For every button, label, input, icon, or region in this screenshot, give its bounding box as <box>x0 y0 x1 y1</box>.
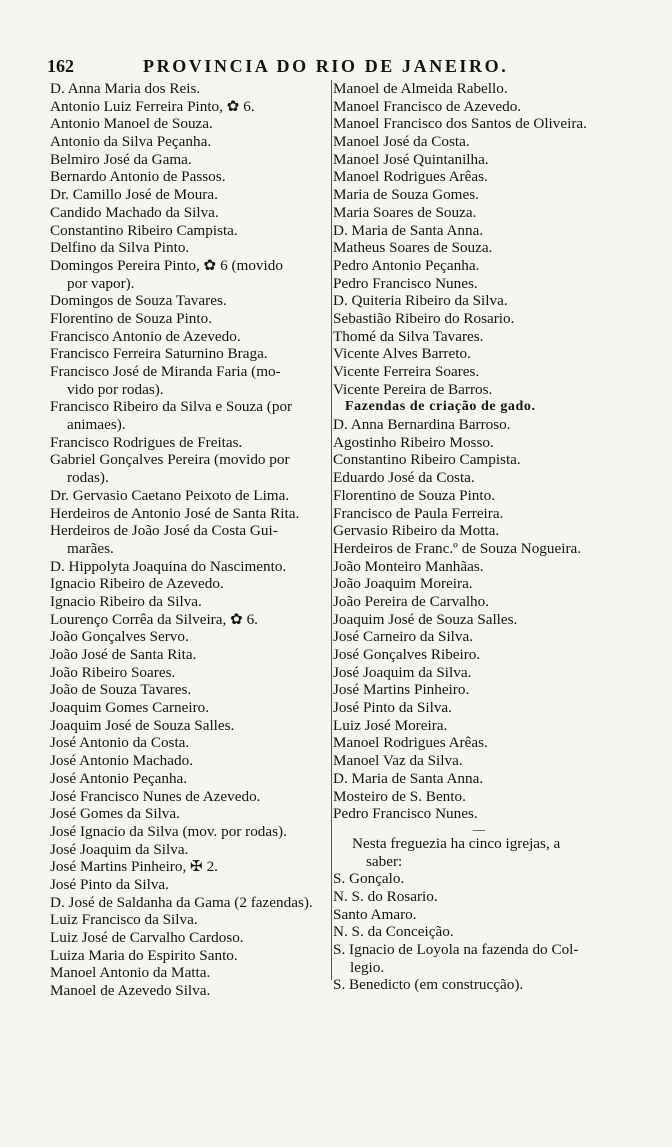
list-item: Vicente Ferreira Soares. <box>333 363 480 380</box>
list-item: Vicente Alves Barreto. <box>333 345 471 363</box>
list-item: Luiz José Moreira. <box>333 716 448 734</box>
list-item: Mosteiro de S. Bento. <box>333 787 466 805</box>
section-heading: Fazendas de criação de gado. <box>345 399 536 415</box>
list-item: D. Hippolyta Joaquina do Nascimento. <box>50 557 287 575</box>
list-item: Luiza Maria do Espirito Santo. <box>50 946 238 964</box>
paragraph-line: Nesta freguezia ha cinco igrejas, a <box>352 834 561 852</box>
list-item: Pedro Antonio Peçanha. <box>333 256 480 274</box>
list-item: Pedro Francisco Nunes. <box>333 805 478 823</box>
list-item-continuation: vido por rodas). <box>67 380 164 398</box>
list-item-continuation: legio. <box>350 958 385 976</box>
list-item: Eduardo José da Costa. <box>333 469 475 487</box>
list-item: Herdeiros de Antonio José de Santa Rita. <box>50 504 300 522</box>
list-item: João Pereira de Carvalho. <box>333 592 490 610</box>
list-item: Agostinho Ribeiro Mosso. <box>333 433 494 451</box>
list-item: Joaquim José de Souza Salles. <box>333 610 518 628</box>
page-header <box>47 56 627 82</box>
list-item: José Carneiro da Silva. <box>333 628 474 646</box>
list-item: José Pinto da Silva. <box>333 699 452 717</box>
list-item: José Joaquim da Silva. <box>333 663 472 681</box>
list-item: Antonio Manoel de Souza. <box>50 115 213 133</box>
list-item: Luiz Francisco da Silva. <box>50 911 198 929</box>
list-item: Lourenço Corrêa da Silveira, ✿ 6. <box>50 610 258 628</box>
list-item: Francisco Rodrigues de Freitas. <box>50 433 243 451</box>
list-item: S. Benedicto (em construcção). <box>333 976 524 994</box>
list-item: Ignacio Ribeiro de Azevedo. <box>50 575 224 593</box>
list-item-continuation: por vapor). <box>67 274 135 292</box>
list-item: Manoel Francisco de Azevedo. <box>333 97 522 115</box>
list-item: José Antonio Machado. <box>50 752 193 770</box>
list-item: Antonio da Silva Peçanha. <box>50 133 212 151</box>
list-item: Maria Soares de Souza. <box>333 203 477 221</box>
page-number: 162 <box>47 56 74 76</box>
list-item: Antonio Luiz Ferreira Pinto, ✿ 6. <box>50 97 255 115</box>
list-item: João Joaquim Moreira. <box>333 575 473 593</box>
list-item: Matheus Soares de Souza. <box>333 239 493 257</box>
list-item: Manoel Francisco dos Santos de Oliveira. <box>333 115 587 133</box>
list-item: Thomé da Silva Tavares. <box>333 327 484 345</box>
list-item: José Gomes da Silva. <box>50 805 180 823</box>
list-item: João Monteiro Manhãas. <box>333 557 484 575</box>
list-item: Luiz José de Carvalho Cardoso. <box>50 929 244 946</box>
list-item: Florentino de Souza Pinto. <box>50 309 212 327</box>
list-item: José Joaquim da Silva. <box>50 840 189 858</box>
list-item: Sebastião Ribeiro do Rosario. <box>333 309 515 327</box>
list-item: Manoel Antonio da Matta. <box>50 964 211 982</box>
list-item: D. Anna Bernardina Barroso. <box>333 416 511 434</box>
list-item: Herdeiros de João José da Costa Gui- <box>50 522 278 540</box>
list-item: D. José de Saldanha da Gama (2 fazendas). <box>50 893 313 911</box>
list-item: Francisco Ferreira Saturnino Braga. <box>50 345 268 363</box>
list-item-continuation: marães. <box>67 539 114 557</box>
list-item: Manoel Rodrigues Arêas. <box>333 168 488 186</box>
list-item: Francisco de Paula Ferreira. <box>333 504 504 522</box>
right-column <box>333 80 633 994</box>
paragraph-continuation: saber: <box>366 852 403 870</box>
list-item: D. Maria de Santa Anna. <box>333 769 484 787</box>
list-item: Herdeiros de Franc.º de Souza Nogueira. <box>333 539 582 557</box>
list-item: José Gonçalves Ribeiro. <box>333 646 481 663</box>
list-item: Gervasio Ribeiro da Motta. <box>333 522 500 540</box>
list-item: Ignacio Ribeiro da Silva. <box>50 592 202 610</box>
list-item: José Pinto da Silva. <box>50 875 169 893</box>
list-item: Maria de Souza Gomes. <box>333 186 479 204</box>
list-item: Manoel Rodrigues Arêas. <box>333 734 488 752</box>
list-item: Belmiro José da Gama. <box>50 150 192 168</box>
list-item: D. Quiteria Ribeiro da Silva. <box>333 292 508 310</box>
list-item: Vicente Pereira de Barros. <box>333 380 493 398</box>
list-item: Gabriel Gonçalves Pereira (movido por <box>50 451 290 469</box>
list-item: Santo Amaro. <box>333 905 417 923</box>
list-item: João Gonçalves Servo. <box>50 628 189 646</box>
list-item: João de Souza Tavares. <box>50 681 192 699</box>
list-item: Pedro Francisco Nunes. <box>333 274 478 292</box>
list-item-continuation: animaes). <box>67 416 126 434</box>
list-item: Manoel de Azevedo Silva. <box>50 982 211 1000</box>
list-item: José Antonio Peçanha. <box>50 769 188 787</box>
list-item: Manoel José Quintanilha. <box>333 150 489 168</box>
list-item: Francisco José de Miranda Faria (mo- <box>50 363 281 380</box>
list-item: Manoel Vaz da Silva. <box>333 752 463 770</box>
separator-dash: — <box>473 821 485 836</box>
list-item: Manoel José da Costa. <box>333 133 470 151</box>
list-item: José Martins Pinheiro, ✠ 2. <box>50 858 218 876</box>
list-item: Bernardo Antonio de Passos. <box>50 168 226 186</box>
running-title: PROVINCIA DO RIO DE JANEIRO. <box>143 56 509 76</box>
list-item: S. Ignacio de Loyola na fazenda do Col- <box>333 941 579 958</box>
list-item-continuation: rodas). <box>67 469 109 487</box>
list-item: S. Gonçalo. <box>333 870 405 888</box>
list-item: Francisco Ribeiro da Silva e Souza (por <box>50 398 293 416</box>
list-item: D. Anna Maria dos Reis. <box>50 80 201 97</box>
list-item: Dr. Gervasio Caetano Peixoto de Lima. <box>50 486 290 504</box>
list-item: João Ribeiro Soares. <box>50 663 176 681</box>
list-item: Constantino Ribeiro Campista. <box>50 221 238 239</box>
list-item: N. S. do Rosario. <box>333 887 438 905</box>
list-item: Domingos Pereira Pinto, ✿ 6 (movido <box>50 256 283 274</box>
list-item: Joaquim Gomes Carneiro. <box>50 699 210 717</box>
list-item: José Antonio da Costa. <box>50 734 190 752</box>
list-item: José Ignacio da Silva (mov. por rodas). <box>50 822 287 840</box>
list-item: João José de Santa Rita. <box>50 646 197 663</box>
list-item: Dr. Camillo José de Moura. <box>50 186 218 204</box>
list-item: Candido Machado da Silva. <box>50 203 219 221</box>
list-item: Joaquim José de Souza Salles. <box>50 716 235 734</box>
list-item: José Martins Pinheiro. <box>333 681 470 699</box>
list-item: Delfino da Silva Pinto. <box>50 239 190 257</box>
list-item: N. S. da Conceição. <box>333 923 454 941</box>
left-column <box>50 80 332 1000</box>
list-item: D. Maria de Santa Anna. <box>333 221 484 239</box>
list-item: Domingos de Souza Tavares. <box>50 292 227 310</box>
list-item: Constantino Ribeiro Campista. <box>333 451 521 469</box>
list-item: José Francisco Nunes de Azevedo. <box>50 787 261 805</box>
list-item: Manoel de Almeida Rabello. <box>333 80 508 97</box>
list-item: Florentino de Souza Pinto. <box>333 486 495 504</box>
list-item: Francisco Antonio de Azevedo. <box>50 327 241 345</box>
